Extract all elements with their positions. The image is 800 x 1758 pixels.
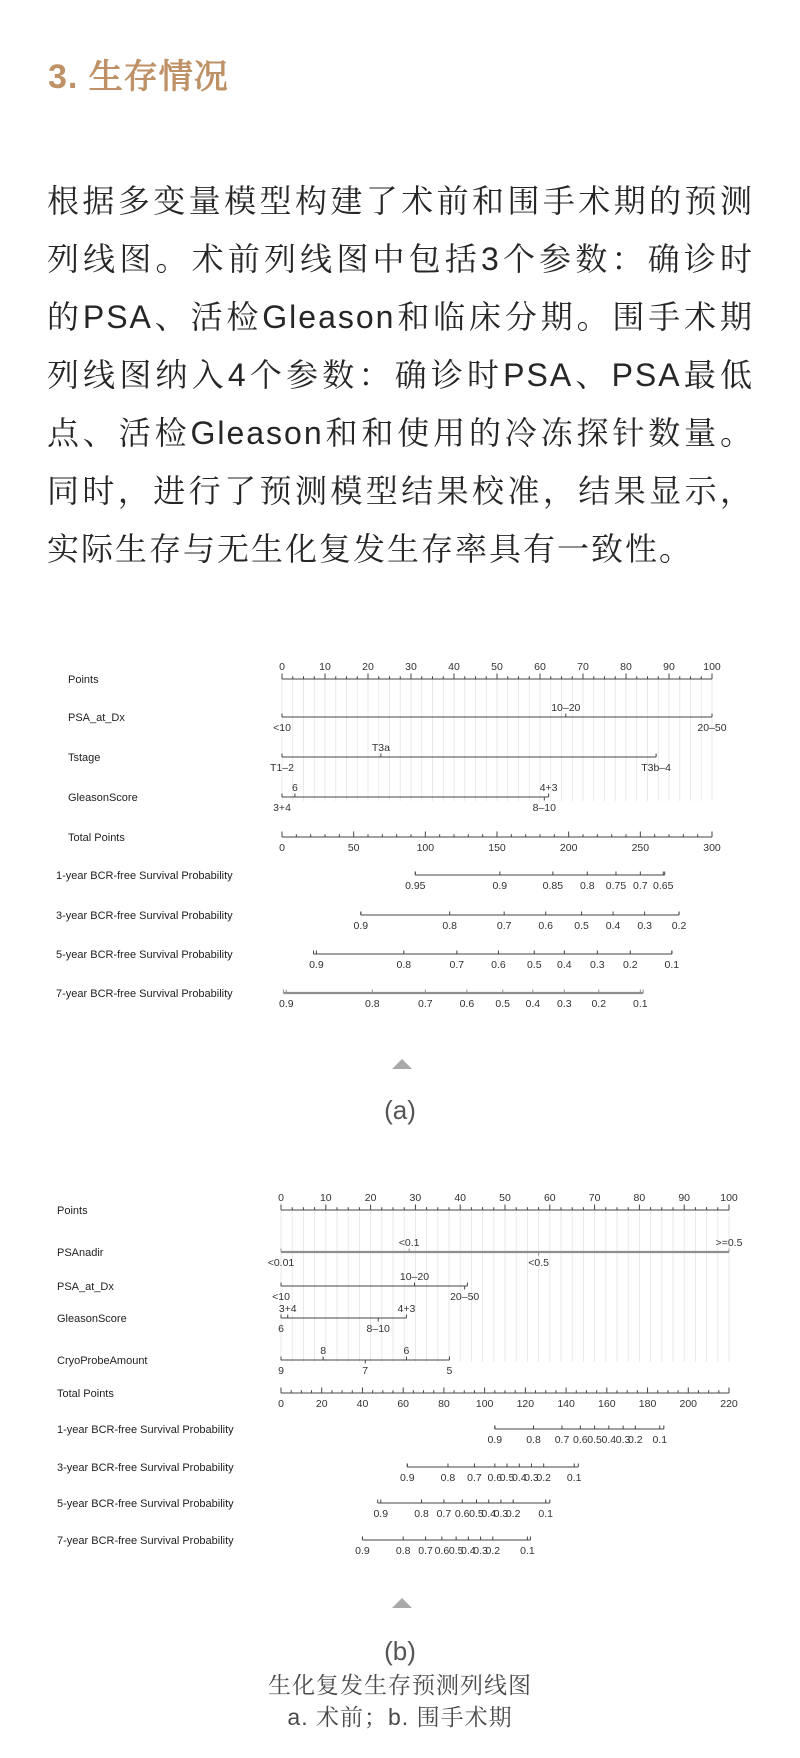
svg-text:4+3: 4+3 — [539, 782, 558, 794]
svg-text:30: 30 — [405, 661, 417, 673]
row-3-year-bcr-free-survival-probability — [56, 910, 686, 932]
svg-text:0.8: 0.8 — [414, 1508, 429, 1520]
svg-text:0.8: 0.8 — [396, 959, 412, 971]
svg-text:50: 50 — [347, 842, 360, 854]
svg-text:<10: <10 — [272, 1291, 290, 1303]
svg-text:0.65: 0.65 — [653, 880, 674, 892]
nomogram-a — [56, 661, 727, 1010]
svg-text:0.7: 0.7 — [418, 1545, 433, 1557]
svg-text:100: 100 — [416, 842, 435, 854]
row-psa-at-dx — [68, 702, 727, 734]
collapse-triangle-icon — [392, 1059, 412, 1069]
svg-text:0.2: 0.2 — [591, 998, 607, 1010]
svg-text:CryoProbeAmount: CryoProbeAmount — [57, 1355, 148, 1367]
svg-text:80: 80 — [620, 661, 632, 673]
figure-caption-b: (b) — [384, 1636, 416, 1666]
svg-text:0.9: 0.9 — [309, 959, 324, 971]
svg-text:10: 10 — [319, 1192, 332, 1204]
svg-text:Points: Points — [68, 674, 99, 686]
svg-text:250: 250 — [631, 842, 650, 854]
svg-text:Points: Points — [57, 1205, 88, 1217]
svg-text:0.5: 0.5 — [495, 998, 511, 1010]
svg-text:0.9: 0.9 — [355, 1545, 370, 1557]
svg-text:0.5: 0.5 — [587, 1434, 602, 1446]
svg-text:0.7: 0.7 — [467, 1472, 482, 1484]
nomogram-b — [57, 1192, 743, 1557]
svg-text:0.9: 0.9 — [278, 998, 294, 1010]
row-5-year-bcr-free-survival-probability — [56, 949, 679, 971]
svg-text:0.3: 0.3 — [557, 998, 572, 1010]
svg-text:0: 0 — [279, 661, 285, 673]
svg-text:0.8: 0.8 — [364, 998, 380, 1010]
svg-text:PSA_at_Dx: PSA_at_Dx — [57, 1281, 114, 1293]
svg-text:PSAnadir: PSAnadir — [57, 1247, 104, 1259]
svg-text:10: 10 — [319, 661, 331, 673]
paragraph-line: 同时，进行了预测模型结果校准，结果显示， — [47, 473, 754, 509]
svg-text:60: 60 — [534, 661, 546, 673]
svg-text:20–50: 20–50 — [450, 1291, 480, 1303]
svg-text:0.6: 0.6 — [459, 998, 475, 1010]
svg-text:60: 60 — [397, 1398, 410, 1410]
svg-text:80: 80 — [633, 1192, 646, 1204]
svg-text:200: 200 — [559, 842, 578, 854]
row-7-year-bcr-free-survival-probability — [57, 1535, 535, 1557]
svg-text:20: 20 — [315, 1398, 328, 1410]
svg-text:9: 9 — [278, 1365, 284, 1377]
svg-text:120: 120 — [516, 1398, 535, 1410]
svg-text:160: 160 — [598, 1398, 616, 1410]
svg-text:140: 140 — [557, 1398, 575, 1410]
svg-text:6: 6 — [403, 1345, 410, 1357]
svg-text:0.5: 0.5 — [526, 959, 542, 971]
svg-text:180: 180 — [638, 1398, 657, 1410]
svg-text:Total Points: Total Points — [57, 1388, 114, 1400]
section-heading: 3. 生存情况 — [48, 58, 229, 96]
svg-text:0: 0 — [278, 1192, 284, 1204]
svg-text:0.1: 0.1 — [538, 1508, 554, 1520]
row-points — [57, 1192, 738, 1217]
svg-text:0.2: 0.2 — [505, 1508, 521, 1520]
svg-text:7: 7 — [362, 1365, 369, 1377]
paragraph-line: 点、活检Gleason和和使用的冷冻探针数量。 — [47, 415, 754, 451]
row-total-points — [57, 1388, 738, 1411]
svg-text:T3b–4: T3b–4 — [641, 762, 671, 774]
svg-text:0.8: 0.8 — [440, 1472, 456, 1484]
svg-text:0.2: 0.2 — [536, 1472, 551, 1484]
svg-text:0.9: 0.9 — [492, 880, 508, 892]
svg-text:Tstage: Tstage — [68, 752, 101, 764]
row-5-year-bcr-free-survival-probability — [57, 1498, 553, 1520]
svg-text:0.6: 0.6 — [491, 959, 506, 971]
svg-text:T3a: T3a — [371, 742, 390, 754]
svg-text:6: 6 — [291, 782, 298, 794]
svg-text:60: 60 — [543, 1192, 556, 1204]
svg-text:20–50: 20–50 — [697, 722, 727, 734]
svg-text:80: 80 — [438, 1398, 450, 1410]
svg-text:0.95: 0.95 — [405, 880, 426, 892]
svg-text:0.8: 0.8 — [395, 1545, 411, 1557]
svg-text:0.8: 0.8 — [442, 920, 458, 932]
row-1-year-bcr-free-survival-probability — [56, 870, 674, 892]
svg-text:0.3: 0.3 — [493, 1508, 509, 1520]
row-psa-at-dx — [57, 1271, 479, 1303]
svg-text:PSA_at_Dx: PSA_at_Dx — [68, 712, 125, 724]
svg-text:90: 90 — [663, 661, 675, 673]
svg-text:1-year BCR-free Survival Proba: 1-year BCR-free Survival Probability — [57, 1424, 234, 1436]
svg-text:0.3: 0.3 — [473, 1545, 488, 1557]
svg-text:0.1: 0.1 — [566, 1472, 582, 1484]
svg-text:<0.1: <0.1 — [398, 1237, 420, 1249]
svg-text:0.9: 0.9 — [487, 1434, 503, 1446]
svg-text:0.5: 0.5 — [499, 1472, 515, 1484]
svg-text:Total Points: Total Points — [68, 832, 125, 844]
figure-caption-a: (a) — [384, 1095, 416, 1125]
svg-text:<10: <10 — [273, 722, 291, 734]
svg-text:10–20: 10–20 — [551, 702, 581, 714]
svg-text:GleasonScore: GleasonScore — [57, 1313, 127, 1325]
svg-text:100: 100 — [703, 661, 721, 673]
row-tstage — [68, 742, 671, 774]
row-1-year-bcr-free-survival-probability — [57, 1424, 667, 1446]
svg-text:0.4: 0.4 — [461, 1545, 476, 1557]
svg-text:0.2: 0.2 — [485, 1545, 501, 1557]
svg-text:40: 40 — [448, 661, 460, 673]
svg-text:20: 20 — [364, 1192, 377, 1204]
svg-text:220: 220 — [720, 1398, 738, 1410]
svg-text:0.3: 0.3 — [637, 920, 652, 932]
svg-text:100: 100 — [475, 1398, 494, 1410]
row-gleasonscore — [57, 1303, 416, 1335]
svg-text:0.1: 0.1 — [633, 998, 648, 1010]
svg-text:0.3: 0.3 — [590, 959, 605, 971]
svg-text:0.3: 0.3 — [524, 1472, 539, 1484]
paragraph-line: 根据多变量模型构建了术前和围手术期的预测 — [47, 183, 754, 219]
svg-text:<0.01: <0.01 — [267, 1257, 295, 1269]
row-7-year-bcr-free-survival-probability — [56, 988, 648, 1010]
svg-text:7-year BCR-free Survival Proba: 7-year BCR-free Survival Probability — [57, 1535, 234, 1547]
svg-text:0.6: 0.6 — [538, 920, 554, 932]
svg-text:5-year BCR-free Survival Proba: 5-year BCR-free Survival Probability — [57, 1498, 234, 1510]
svg-text:0.6: 0.6 — [434, 1545, 450, 1557]
svg-text:7-year BCR-free Survival Proba: 7-year BCR-free Survival Probability — [56, 988, 233, 1000]
svg-text:0.85: 0.85 — [542, 880, 564, 892]
svg-text:150: 150 — [488, 842, 506, 854]
svg-text:8: 8 — [320, 1345, 327, 1357]
svg-text:0.5: 0.5 — [469, 1508, 484, 1520]
svg-text:3-year BCR-free Survival Proba: 3-year BCR-free Survival Probability — [57, 1462, 234, 1474]
svg-text:0: 0 — [278, 1398, 284, 1410]
svg-text:T1–2: T1–2 — [270, 762, 294, 774]
svg-text:3-year BCR-free Survival Proba: 3-year BCR-free Survival Probability — [56, 910, 233, 922]
svg-text:0.6: 0.6 — [573, 1434, 588, 1446]
svg-text:0.2: 0.2 — [628, 1434, 643, 1446]
svg-text:0.6: 0.6 — [454, 1508, 470, 1520]
svg-text:0.2: 0.2 — [622, 959, 638, 971]
row-gleasonscore — [68, 782, 558, 814]
svg-text:0.7: 0.7 — [436, 1508, 452, 1520]
svg-text:10–20: 10–20 — [399, 1271, 430, 1283]
paragraph-line: 列线图纳入4个参数：确诊时PSA、PSA最低 — [47, 357, 754, 393]
svg-text:0.4: 0.4 — [525, 998, 541, 1010]
paragraph-line: 实际生存与无生化复发生存率具有一致性。 — [47, 531, 694, 567]
collapse-triangle-icon — [392, 1598, 412, 1608]
svg-text:20: 20 — [362, 661, 374, 673]
svg-text:>=0.5: >=0.5 — [715, 1237, 743, 1249]
svg-text:0: 0 — [279, 842, 285, 854]
svg-text:0.4: 0.4 — [557, 959, 572, 971]
svg-text:5: 5 — [446, 1365, 453, 1377]
svg-text:GleasonScore: GleasonScore — [68, 792, 138, 804]
svg-text:100: 100 — [720, 1192, 738, 1204]
svg-text:8–10: 8–10 — [532, 802, 556, 814]
svg-text:90: 90 — [678, 1192, 691, 1204]
paragraph-line: 列线图。术前列线图中包括3个参数：确诊时 — [47, 241, 754, 277]
svg-text:0.8: 0.8 — [579, 880, 595, 892]
svg-text:40: 40 — [454, 1192, 467, 1204]
figure-title: 生化复发生存预测列线图 — [268, 1672, 532, 1698]
svg-text:0.6: 0.6 — [487, 1472, 503, 1484]
svg-text:0.4: 0.4 — [605, 920, 621, 932]
svg-text:3+4: 3+4 — [278, 1303, 297, 1315]
svg-text:6: 6 — [278, 1323, 284, 1335]
svg-text:0.9: 0.9 — [353, 920, 369, 932]
svg-text:0.4: 0.4 — [511, 1472, 527, 1484]
svg-text:70: 70 — [588, 1192, 601, 1204]
svg-text:0.1: 0.1 — [664, 959, 680, 971]
svg-text:8–10: 8–10 — [366, 1323, 390, 1335]
svg-text:0.3: 0.3 — [615, 1434, 631, 1446]
row-total-points — [68, 832, 721, 855]
svg-text:30: 30 — [409, 1192, 422, 1204]
svg-text:0.1: 0.1 — [520, 1545, 535, 1557]
svg-text:0.2: 0.2 — [671, 920, 687, 932]
svg-text:0.7: 0.7 — [418, 998, 433, 1010]
svg-text:0.7: 0.7 — [449, 959, 465, 971]
svg-text:3+4: 3+4 — [273, 802, 291, 814]
svg-text:200: 200 — [679, 1398, 698, 1410]
svg-text:0.4: 0.4 — [481, 1508, 497, 1520]
svg-text:0.9: 0.9 — [373, 1508, 389, 1520]
paragraph-line: 的PSA、活检Gleason和临床分期。围手术期 — [47, 299, 754, 335]
svg-text:0.8: 0.8 — [526, 1434, 541, 1446]
svg-text:0.4: 0.4 — [601, 1434, 617, 1446]
svg-text:50: 50 — [499, 1192, 511, 1204]
row-points — [68, 661, 721, 686]
svg-text:300: 300 — [703, 842, 721, 854]
svg-text:40: 40 — [356, 1398, 369, 1410]
svg-text:<0.5: <0.5 — [528, 1257, 549, 1269]
figure-subtitle: a. 术前；b. 围手术期 — [287, 1704, 513, 1730]
svg-text:0.7: 0.7 — [633, 880, 648, 892]
svg-text:0.5: 0.5 — [448, 1545, 464, 1557]
svg-text:50: 50 — [491, 661, 503, 673]
svg-text:0.1: 0.1 — [652, 1434, 668, 1446]
svg-text:70: 70 — [577, 661, 589, 673]
svg-text:0.9: 0.9 — [399, 1472, 415, 1484]
svg-text:0.7: 0.7 — [496, 920, 512, 932]
svg-text:5-year BCR-free Survival Proba: 5-year BCR-free Survival Probability — [56, 949, 233, 961]
svg-text:0.75: 0.75 — [605, 880, 627, 892]
svg-text:0.7: 0.7 — [554, 1434, 570, 1446]
row-3-year-bcr-free-survival-probability — [57, 1462, 582, 1484]
svg-text:4+3: 4+3 — [397, 1303, 416, 1315]
svg-text:0.5: 0.5 — [574, 920, 589, 932]
svg-text:1-year BCR-free Survival Proba: 1-year BCR-free Survival Probability — [56, 870, 233, 882]
